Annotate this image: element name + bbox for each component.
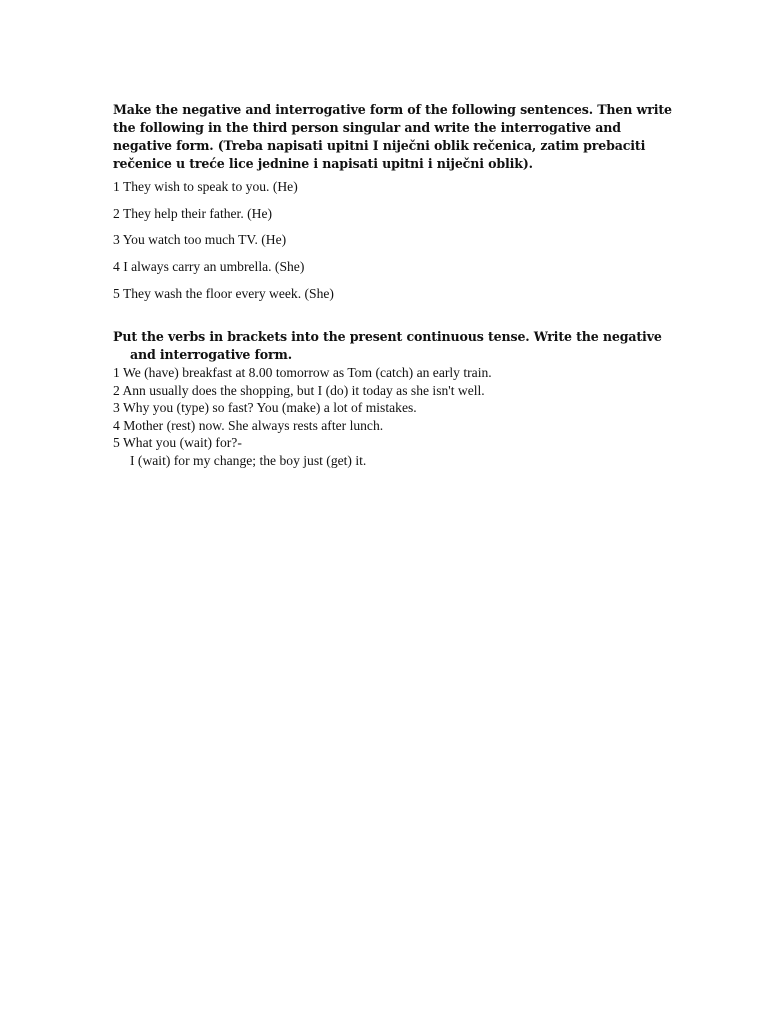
list-item: 5 They wash the floor every week. (She) [113, 285, 334, 301]
list-item: 4 Mother (rest) now. She always rests after lunch. [113, 417, 384, 433]
list-item: 5 What you (wait) for?- [113, 435, 242, 450]
list-item-continuation: I (wait) for my change; the boy just (get) it. [130, 452, 367, 468]
list-item: 2 Ann usually does the shopping, but I (do) it today as she isn't well. [113, 382, 485, 398]
exercise-2-instructions: Put the verbs in brackets into the present continuous tense. Write the negative and interrogative form. [113, 329, 662, 362]
list-item: 1 We (have) breakfast at 8.00 tomorrow as Tom (catch) an early train. [113, 365, 492, 380]
exercise-1 [113, 101, 673, 312]
list-item: 4 I always carry an umbrella. (She) [113, 259, 305, 275]
exercise-1-list [113, 179, 673, 302]
exercise-2-list [113, 364, 673, 469]
list-item: 2 They help their father. (He) [113, 205, 273, 221]
list-item: 3 You watch too much TV. (He) [113, 232, 287, 248]
exercise-1-instructions: Make the negative and interrogative form of the following sentences. Then write the following in the third person singular and write the interrogative and negative form. (Treba napisati upitni I niječni oblik rečenica, zatim prebaciti rečenice u treće lice jednine i napisati upitni i niječni oblik). [113, 102, 672, 171]
list-item: 3 Why you (type) so fast? You (make) a lot of mistakes. [113, 400, 417, 415]
exercise-2 [113, 328, 673, 469]
list-item: 1 They wish to speak to you. (He) [113, 179, 298, 194]
